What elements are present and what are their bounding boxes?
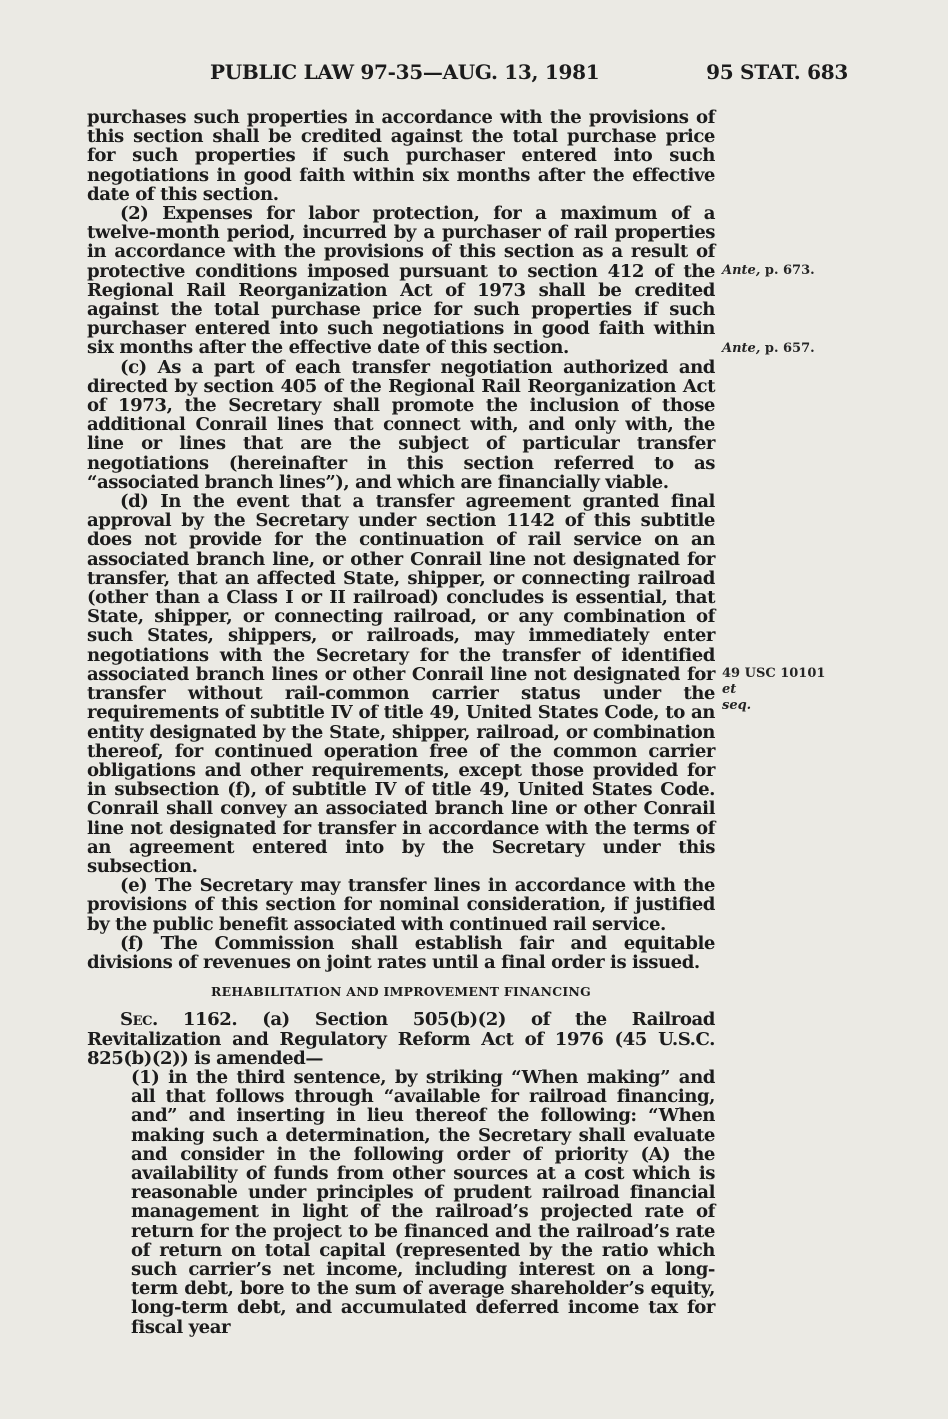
paragraph-continuation: purchases such properties in accordance with the provisions of this section shall be credited against the total purchase price for such properties if such purchaser entered into such negotiations in good faith within six months after the effective date of this section. xyxy=(87,107,715,205)
section-heading: REHABILITATION AND IMPROVEMENT FINANCING xyxy=(211,984,591,1000)
paragraph-d: (d) In the event that a transfer agreement granted final approval by the Secretary under section 1142 of this subtitle does not provide for the continuation of rail service on an associated branch line, or other Conrail line not designated for transfer, that an affected State, shipper, or connecting railroad (other than a Class I or II railroad) concludes is essential, that State, shipper, or connecting railroad, or any combination of such States, shippers, or railroads, may immediately enter negotiations with the Secretary for the transfer of identified associated branch lines or other Conrail line not designated for transfer without rail-common carrier status under the requirements of subtitle IV of title 49, United States Code, to an entity designated by the State, shipper, railroad, or combination thereof, for continued operation free of the common carrier obligations and other requirements, except those provided for in subsection (f), of subtitle IV of title 49, United States Code. Conrail shall convey an associated branch line or other Conrail line not designated for transfer in accordance with the terms of an agreement entered into by the Secretary under this subsection. xyxy=(87,491,715,877)
law-title: PUBLIC LAW 97-35—AUG. 13, 1981 xyxy=(210,60,600,84)
note-italic: seq. xyxy=(722,698,752,713)
subparagraph-1: (1) in the third sentence, by striking “When making” and all that follows through “available for railroad financing, and” and inserting in lieu thereof the following: “When making such a determination, the Secretary shall evaluate and consider in the following order of priority (A) the availability of funds from other sources at a cost which is reasonable under principles of prudent railroad financial management in light of the railroad’s projected rate of return for the project to be financed and the railroad’s rate of return on total capital (represented by the ratio which such carrier’s net income, including interest on a long-term debt, bore to the sum of average shareholder’s equity, long-term debt, and accumulated deferred income tax for fiscal year xyxy=(131,1066,715,1338)
note-text: p. 673. xyxy=(760,263,815,278)
running-header xyxy=(88,60,848,90)
note-text: 49 USC 10101 xyxy=(722,666,826,681)
margin-note-usc xyxy=(722,666,842,714)
paragraph-e: (e) The Secretary may transfer lines in accordance with the provisions of this section for nominal consideration, if justified by the public benefit associated with continued rail service. xyxy=(87,875,715,935)
margin-note-ante-657 xyxy=(722,341,842,357)
sec-label: Sec. xyxy=(120,1009,158,1031)
body-text xyxy=(87,108,715,1337)
note-italic: Ante, xyxy=(722,263,761,278)
section-1162-text: 1162. (a) Section 505(b)(2) of the Railroad Revitalization and Regulatory Reform Act of 1976 (45 U.S.C. 825(b)(2)) is amended— xyxy=(87,1009,715,1069)
note-text: p. 657. xyxy=(760,341,815,356)
paragraph-labor-protection: (2) Expenses for labor protection, for a maximum of a twelve-month period, incurred by a purchaser of rail properties in accordance with the provisions of this section as a result of protective conditions imposed pursuant to section 412 of the Regional Rail Reorganization Act of 1973 shall be credited against the total purchase price for such properties if such purchaser entered into such negotiations in good faith within six months after the effective date of this section. xyxy=(87,203,715,359)
paragraph-f: (f) The Commission shall establish fair and equitable divisions of revenues on joint rates until a final order is issued. xyxy=(87,932,715,973)
paragraph-c: (c) As a part of each transfer negotiation authorized and directed by section 405 of the Regional Rail Reorganization Act of 1973, the Secretary shall promote the inclusion of those additional Conrail lines that connect with, and only with, the line or lines that are the subject of particular transfer negotiations (hereinafter in this section referred to as “associated branch lines”), and which are financially viable. xyxy=(87,356,715,493)
note-italic: Ante, xyxy=(722,341,761,356)
statute-page-number: 95 STAT. 683 xyxy=(706,60,848,84)
note-italic: et xyxy=(722,682,737,697)
margin-note-ante-673 xyxy=(722,263,842,279)
section-1162-intro xyxy=(87,1010,715,1068)
